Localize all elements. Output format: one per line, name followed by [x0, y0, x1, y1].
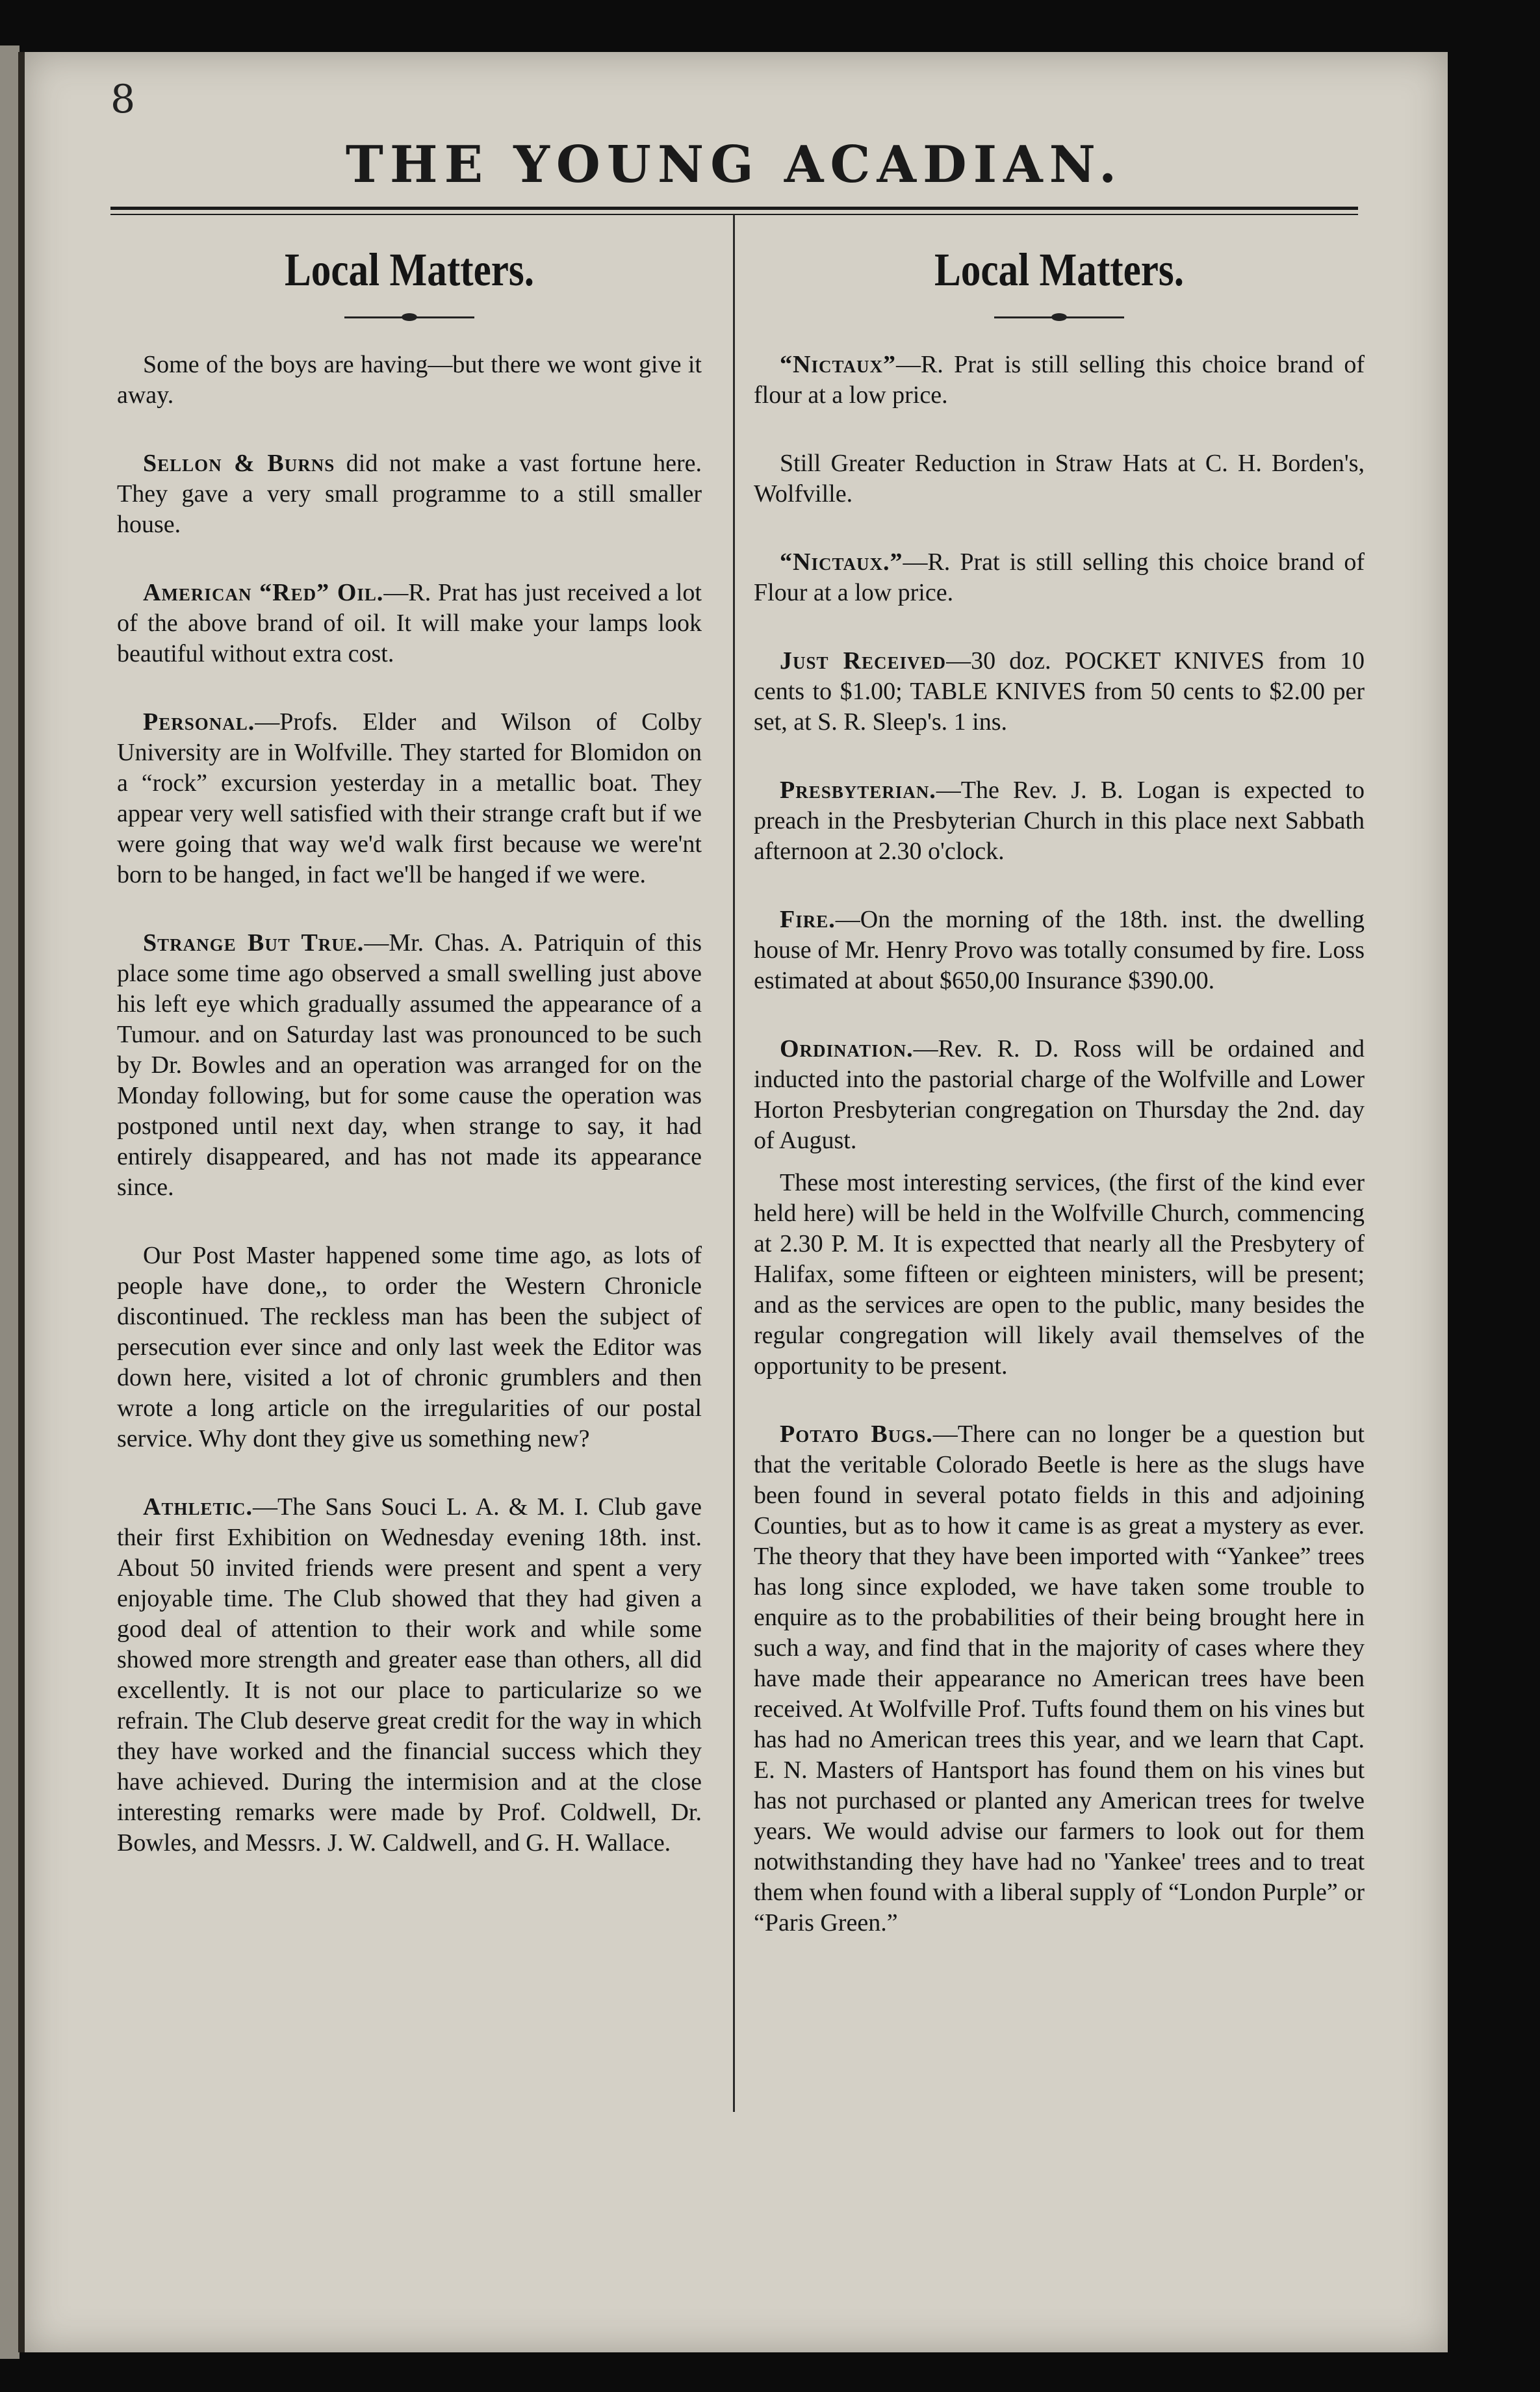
news-item — [117, 928, 702, 1203]
item-text: —R. Prat has just received a lot of the above brand of oil. It will make your lamps look beautiful without extra cost. — [117, 579, 702, 667]
item-lead: Potato Bugs. — [780, 1421, 933, 1448]
news-item — [754, 448, 1365, 509]
item-text: did not make a vast fortune here. They gave a very small programme to a still smaller house. — [117, 450, 702, 538]
item-text: Some of the boys are having—but there we wont give it away. — [117, 351, 702, 409]
item-text: —The Rev. J. B. Logan is expected to preach in the Presbyterian Church in this place next Sabbath afternoon at 2.30 o'clock. — [754, 777, 1365, 865]
item-text: —The Sans Souci L. A. & M. I. Club gave their first Exhibition on Wednesday evening 18th. inst. About 50 invited friends were present and spent a very enjoyable time. The Club showed that they had given a good deal of attention to their work and while some showed more strength and greater ease than others, all did excellently. It is not our place to particularize so we refrain. The Club deserve great credit for the way in which they have worked and the financial success which they have achieved. During the intermision and at the close interesting remarks were made by Prof. Coldwell, Dr. Bowles, and Messrs. J. W. Caldwell, and G. H. Wallace. — [117, 1493, 702, 1857]
item-text: —Mr. Chas. A. Patriquin of this place some time ago observed a small swelling just above his left eye which gradually assumed the appearance of a Tumour. and on Saturday last was pronounced to be such by Dr. Bowles and an operation was arranged for on the Monday following, but for some cause the operation was postponed until next day, when strange to say, it had entirely disappeared, and has not made its appearance since. — [117, 929, 702, 1201]
adjacent-page-edge — [0, 45, 19, 2359]
item-text: —30 doz. POCKET KNIVES from 10 cents to $1.00; TABLE KNIVES from 50 cents to $2.00 per set, at S. R. Sleep's. 1 ins. — [754, 647, 1365, 736]
item-lead: Strange But True. — [143, 929, 365, 957]
news-item — [754, 905, 1365, 996]
item-text: —There can no longer be a question but that the veritable Colorado Beetle is here as the slugs have been found in several potato fields in this and adjoining Counties, but as to how it came is as great a mystery as ever. The theory that they have been imported with “Yankee” trees has long since exploded, we have taken some trouble to enquire as to the probabilities of their being brought here in such a way, and find that in the majority of cases where they have made their appearance no American trees have been received. At Wolfville Prof. Tufts found them on his vines but has had no American trees this year, and we learn that Capt. E. N. Masters of Hantsport has found them on his vines but has not purchased or planted any American trees for twelve years. We would advise our farmers to look out for them notwithstanding they have had no 'Yankee' trees and to treat them when found with a liberal supply of “London Purple” or “Paris Green.” — [754, 1421, 1365, 1936]
item-lead: Sellon & Burns — [143, 450, 335, 477]
item-lead: Personal. — [143, 708, 255, 736]
masthead: THE YOUNG ACADIAN. — [345, 135, 1123, 194]
left-column — [117, 240, 702, 1896]
item-text: —R. Prat is still selling this choice brand of flour at a low price. — [754, 351, 1365, 409]
news-item — [754, 1168, 1365, 1382]
corner-mark: 8 — [110, 77, 136, 122]
ornament-divider — [994, 311, 1124, 324]
news-item — [754, 1034, 1365, 1156]
item-text: —R. Prat is still selling this choice brand of Flour at a low price. — [754, 548, 1365, 606]
item-lead: American “Red” Oil. — [143, 579, 384, 606]
news-item — [117, 448, 702, 540]
news-item — [754, 350, 1365, 411]
news-item — [754, 547, 1365, 608]
news-item — [117, 707, 702, 890]
news-item — [754, 775, 1365, 867]
item-text: Our Post Master happened some time ago, as lots of people have done,, to order the Western Chronicle discontinued. The reckless man has been the subject of persecution ever since and only last week the Editor was down here, visited a lot of chronic grumblers and then wrote a long article on the irregularities of our postal service. Why dont they give us something new? — [117, 1242, 702, 1452]
item-text: These most interesting services, (the first of the kind ever held here) will be held in the Wolfville Church, commencing at 2.30 P. M. It is expectted that nearly all the Presbytery of Halifax, some fifteen or eighteen ministers, will be present; and as the services are open to the public, many besides the regular congregation will likely avail themselves of the opportunity to be present. — [754, 1169, 1365, 1380]
right-column — [754, 240, 1365, 1976]
news-item — [117, 578, 702, 669]
news-item — [117, 1492, 702, 1858]
item-text: —Profs. Elder and Wilson of Colby University are in Wolfville. They started for Blomidon on a “rock” excursion yesterday in a metallic boat. They appear very well satisfied with their strange craft but if we were going that way we'd walk first because we were'nt born to be hanged, in fact we'll be hanged if we were. — [117, 708, 702, 888]
item-lead: Athletic. — [143, 1493, 253, 1521]
item-text: Still Greater Reduction in Straw Hats at C. H. Borden's, Wolfville. — [754, 450, 1365, 508]
right-column-heading: Local Matters. — [934, 244, 1185, 296]
item-text: —Rev. R. D. Ross will be ordained and inducted into the pastorial charge of the Wolfville and Lower Horton Presbyterian congregation on Thursday the 2nd. day of August. — [754, 1035, 1365, 1154]
news-item — [117, 350, 702, 411]
item-text: —On the morning of the 18th. inst. the dwelling house of Mr. Henry Provo was totally consumed by fire. Loss estimated at about $650,00 Insurance $390.00. — [754, 906, 1365, 994]
item-lead: Fire. — [780, 906, 836, 933]
item-lead: Ordination. — [780, 1035, 914, 1062]
news-item — [117, 1241, 702, 1454]
news-item — [754, 646, 1365, 738]
column-divider — [733, 214, 735, 2112]
item-lead: Presbyterian. — [780, 777, 936, 804]
news-item — [754, 1419, 1365, 1938]
left-column-heading: Local Matters. — [284, 244, 535, 296]
item-lead: “Nictaux.” — [780, 548, 903, 576]
item-lead: Just Received — [780, 647, 947, 675]
item-lead: “Nictaux” — [780, 351, 896, 378]
ornament-divider — [344, 311, 474, 324]
